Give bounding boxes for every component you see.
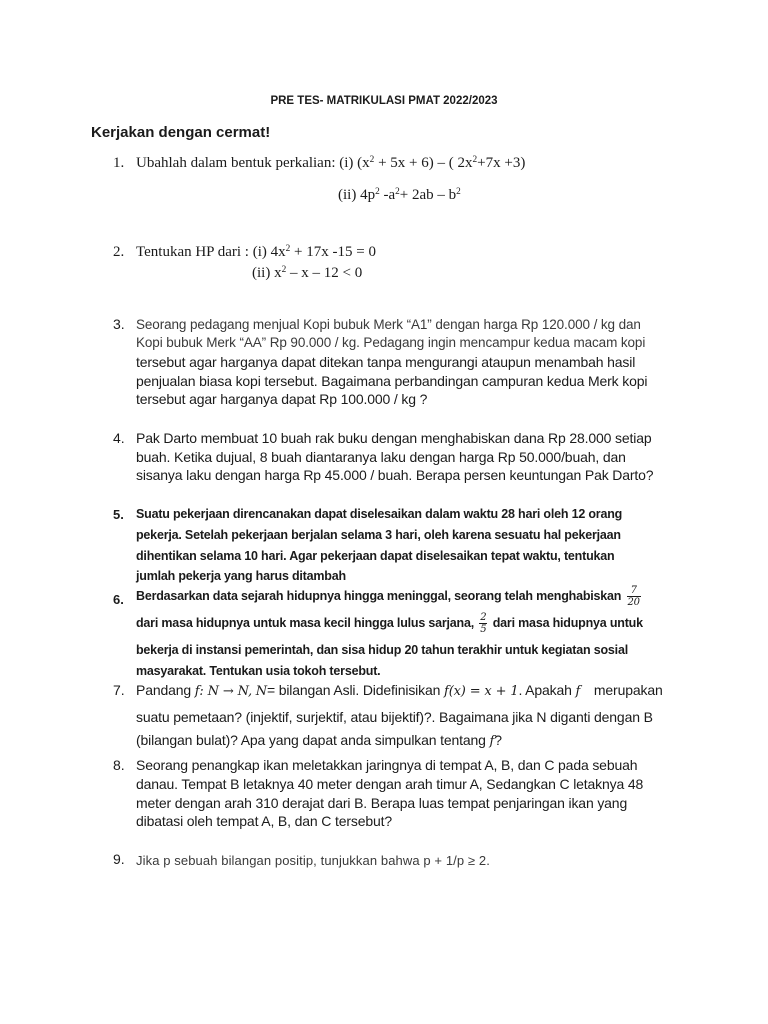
question-line: sisanya laku dengan harga Rp 45.000 / buah. Berapa persen keuntungan Pak Darto?	[136, 467, 654, 483]
question-subpart-ii: (ii) $x^2 - x - 12 < 0$	[252, 264, 363, 281]
question-line: danau. Tempat B letaknya 40 meter dengan arah timur A, Sedangkan C letaknya 48	[136, 776, 644, 792]
question-subpart-ii: (ii) $4p^2$ $-a^2+ 2ab - b^2$	[338, 186, 461, 203]
question-line: penjualan biasa kopi tersebut. Bagaimana perbandingan campuran kedua Merk kopi	[136, 373, 648, 389]
question-number: 8.	[113, 757, 125, 773]
question-line: Pak Darto membuat 10 buah rak buku dengan menghabiskan dana Rp 28.000 setiap	[136, 430, 652, 446]
question-number: 2.	[113, 244, 125, 260]
question-line: dihentikan selama 10 hari. Agar pekerjaan dapat diselesaikan tepat waktu, tentukan	[136, 549, 615, 563]
fraction-7-20: $\frac{7}{20}$	[627, 585, 640, 608]
question-line: Seorang pedagang menjual Kopi bubuk Merk “A1” dengan harga Rp 120.000 / kg dan	[136, 317, 641, 332]
question-line: suatu pemetaan? (injektif, surjektif, atau bijektif)?. Bagaimana jika N diganti dengan B	[136, 709, 653, 725]
question-line: Berdasarkan data sejarah hidupnya hingga meninggal, seorang telah menghabiskan $\frac{7}{20}$	[136, 585, 640, 608]
question-line: dibatasi oleh tempat A, B, dan C tersebut?	[136, 813, 392, 829]
question-line: meter dengan arah 310 derajat dari B. Berapa luas tempat penjaringan ikan yang	[136, 795, 628, 811]
question-number: 9.	[113, 851, 125, 867]
page-title: PRE TES- MATRIKULASI PMAT 2022/2023	[270, 95, 498, 107]
question-line: (bilangan bulat)? Apa yang dapat anda simpulkan tentang f?	[136, 732, 502, 749]
question-line: dari masa hidupnya untuk masa kecil hingga lulus sarjana, $\frac{2}{5}$ dari masa hidupnya untuk	[136, 612, 643, 635]
question-line: Pandang f: N → N, N= bilangan Asli. Didefinisikan f(x) = x + 1. Apakah f merupakan	[136, 682, 663, 699]
question-number: 5.	[113, 507, 124, 522]
question-line: pekerja. Setelah pekerjaan berjalan selama 3 hari, oleh karena sesuatu hal pekerjaan	[136, 528, 621, 542]
question-line: tersebut agar harganya dapat ditekan tanpa mengurangi ataupun menambah hasil	[136, 354, 636, 370]
question-line: Kopi bubuk Merk “AA” Rp 90.000 / kg. Pedagang ingin mencampur kedua macam kopi	[136, 335, 646, 350]
question-number: 4.	[113, 430, 125, 446]
question-line: Seorang penangkap ikan meletakkan jaringnya di tempat A, B, dan C pada sebuah	[136, 757, 638, 773]
question-number: 3.	[113, 316, 125, 332]
question-number: 1.	[113, 155, 125, 171]
instruction-heading: Kerjakan dengan cermat!	[91, 124, 271, 141]
question-number: 7.	[113, 682, 125, 698]
fraction-2-5: $\frac{2}{5}$	[480, 612, 487, 635]
question-line: Suatu pekerjaan direncanakan dapat diselesaikan dalam waktu 28 hari oleh 12 orang	[136, 507, 623, 521]
question-text: Jika p sebuah bilangan positip, tunjukkan bahwa p + 1/p ≥ 2.	[136, 853, 490, 868]
question-text: Tentukan HP dari : (i) $4x^2 + 17x$ -15 = 0	[136, 243, 376, 260]
question-text: Ubahlah dalam bentuk perkalian: (i) $(x^2 + 5x + 6)$ – ( $2x^2+7x +3$)	[136, 154, 526, 171]
question-number: 6.	[113, 592, 124, 607]
question-line: masyarakat. Tentukan usia tokoh tersebut.	[136, 664, 381, 678]
question-line: buah. Ketika dujual, 8 buah diantaranya laku dengan harga Rp 50.000/buah, dan	[136, 449, 626, 465]
question-line: tersebut agar harganya dapat Rp 100.000 / kg ?	[136, 391, 428, 407]
question-line: bekerja di instansi pemerintah, dan sisa hidup 20 tahun terakhir untuk kegiatan sosial	[136, 643, 628, 657]
question-line: jumlah pekerja yang harus ditambah	[136, 569, 346, 583]
